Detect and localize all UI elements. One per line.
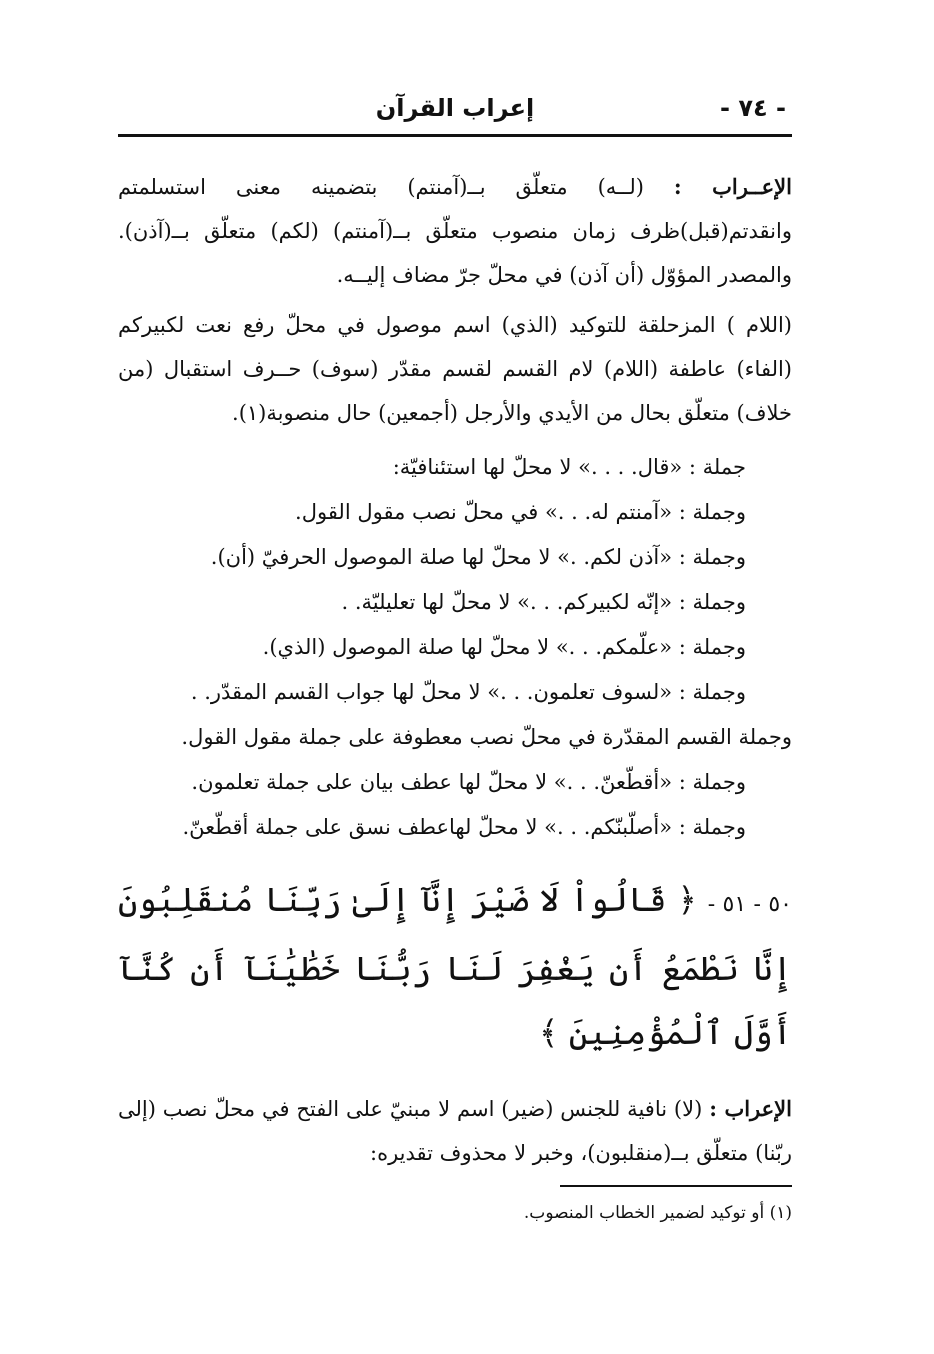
syntax-paragraph-2: (اللام ) المزحلقة للتوكيد (الذي) اسم موصول في محلّ رفع نعت لكبيركم (الفاء) عاطفة (اللام) لام القسم لقسم مقدّر (سوف) حــرف استقبال (من خلاف) متعلّق بحال من الأيدي والأرجل (أجمعين) حال منصوبة(١). <box>118 313 792 425</box>
sentence-item: جملة : «قال. . . .» لا محلّ لها استئنافيّة: <box>392 455 746 479</box>
irab-text: (لا) نافية للجنس (ضير) اسم لا مبنيّ على الفتح في محلّ نصب (إلى ربّنا) متعلّق بــ(منقلبون)، وخبر لا محذوف تقديره: <box>118 1097 792 1165</box>
page-header <box>118 90 792 130</box>
page-number: - ٧٤ - <box>720 94 786 122</box>
verse-text: ﴿ قَالُواْ لَا ضَيْرَ إِنَّآ إِلَىٰ رَبِّنَا مُنقَلِبُونَ إِنَّا نَطْمَعُ أَن يَغْفِرَ لَنَا رَبُّنَا خَطَٰيَٰنَآ أَن كُنَّآ أَوَّلَ ٱلْمُؤْمِنِينَ ﴾ <box>118 880 792 1052</box>
page <box>118 90 792 1229</box>
page-title: إعراب القرآن <box>375 94 535 122</box>
irab-text: (لــه) متعلّق بــ(آمنتم) بتضمينه معنى استسلمتم وانقدتم(قبل)ظرف زمان منصوب متعلّق بــ(آمنتم) (لكم) متعلّق بــ(آذن). والمصدر المؤوّل (أن آذن) في محلّ جرّ مضاف إليــه. <box>118 175 792 287</box>
footnote: (١) أو توكيد لضمير الخطاب المنصوب. <box>523 1203 792 1223</box>
header-rule <box>118 134 792 137</box>
sentence-item: وجملة القسم المقدّرة في محلّ نصب معطوفة على جملة مقول القول. <box>181 725 792 749</box>
sentence-item: وجملة : «آذن لكم. .» لا محلّ لها صلة الموصول الحرفيّ (أن). <box>210 545 746 569</box>
sentence-item: وجملة : «لسوف تعلمون. . .» لا محلّ لها جواب القسم المقدّر. . <box>190 680 746 704</box>
quran-verse <box>118 868 792 1065</box>
footnote-rule <box>560 1185 792 1187</box>
irab-paragraph-3 <box>118 1087 792 1175</box>
irab-label: الإعــراب : <box>673 174 792 199</box>
sentence-list <box>118 445 792 850</box>
verse-number: ٥٠ - ٥١ - <box>707 892 792 917</box>
sentence-item: وجملة : «أقطّعنّ. . .» لا محلّ لها عطف بيان على جملة تعلمون. <box>191 770 746 794</box>
sentence-item: وجملة : «آمنتم له. . .» في محلّ نصب مقول القول. <box>295 500 746 524</box>
irab-label: الإعراب : <box>709 1096 792 1121</box>
irab-paragraph-1 <box>118 165 792 297</box>
sentence-item: وجملة : «علّمكم. . .» لا محلّ لها صلة الموصول (الذي). <box>262 635 746 659</box>
sentence-item: وجملة : «أصلّبنّكم. . .» لا محلّ لهاعطف نسق على جملة أقطّعنّ. <box>182 815 746 839</box>
sentence-item: وجملة : «إنّه لكبيركم. . .» لا محلّ لها تعليليّة. . <box>341 590 746 614</box>
